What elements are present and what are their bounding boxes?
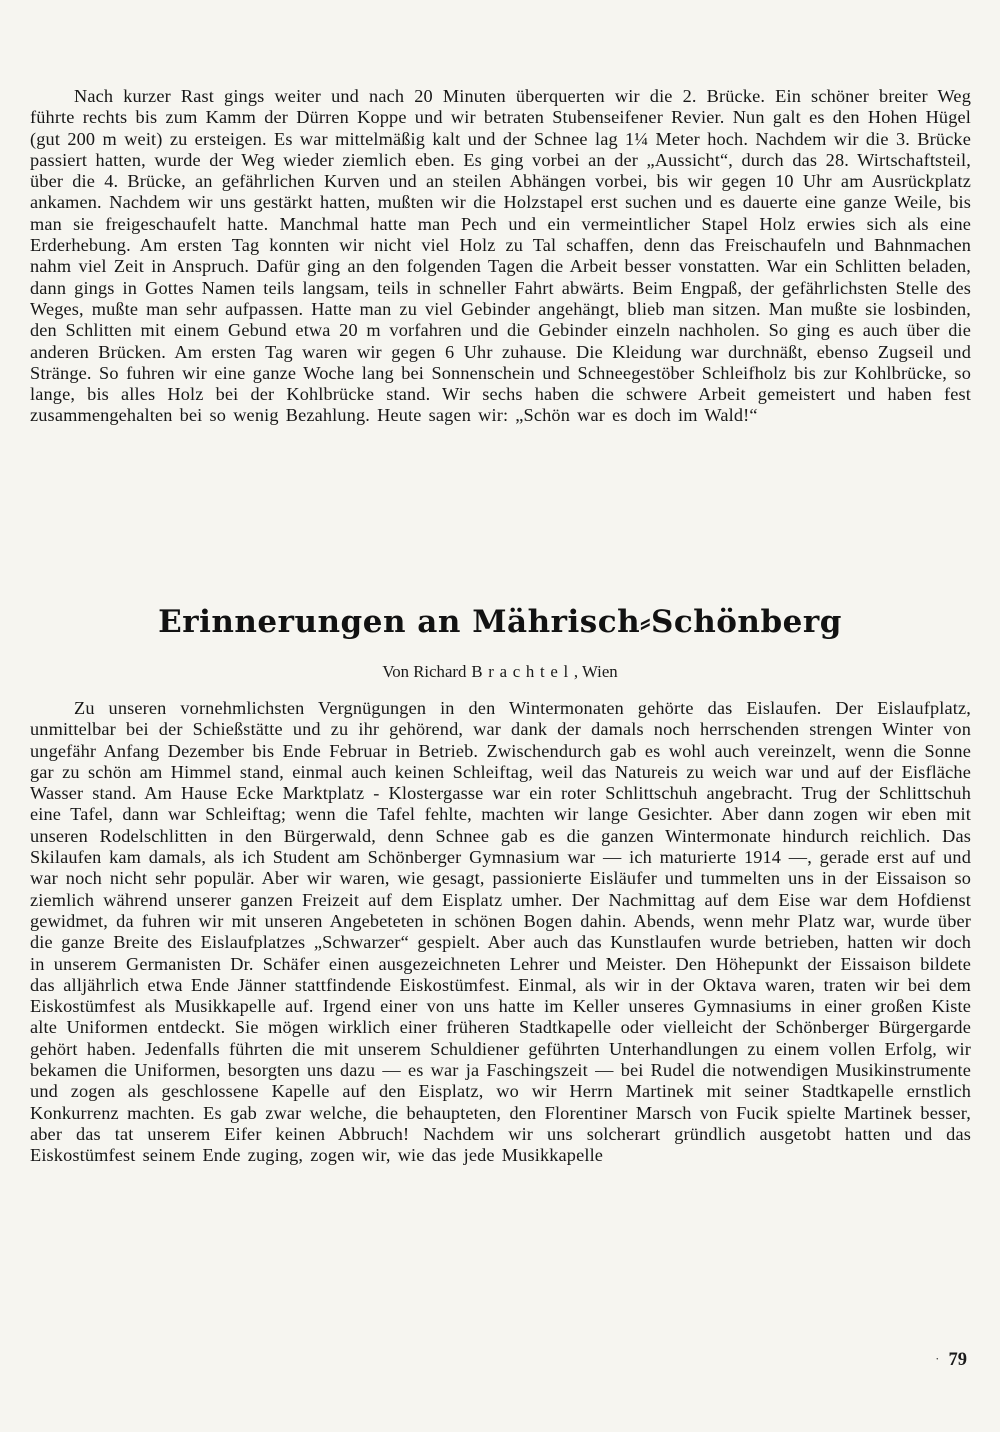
previous-article-paragraph: Nach kurzer Rast gings weiter und nach 20 Minuten überquerten wir die 2. Brücke. Ein schöner breiter Weg führte rechts bis zum Kamm der Dürren Koppe und wir betraten Stubenseifener Revier. Nun galt es den Hohen Hügel (gut 200 m weit) zu ersteigen. Es war mittelmäßig kalt und der Schnee lag 1¼ Meter hoch. Nachdem wir die 3. Brücke passiert hatten, wurde der Weg wieder ziemlich eben. Es ging vorbei an der „Aussicht“, durch das 28. Wirtschaftsteil, über die 4. Brücke, an gefährlichen Kurven und an steilen Abhängen vorbei, bis wir gegen 10 Uhr am Ausrückplatz ankamen. Nachdem wir uns gestärkt hatten, mußten wir die Holzstapel erst suchen und es dauerte eine ganze Weile, bis man sie freigeschaufelt hatte. Manchmal hatte man Pech und ein vermeintlicher Stapel Holz erwies sich als eine Erderhebung. Am ersten Tag konnten wir nicht viel Holz zu Tal schaffen, denn das Freischaufeln und Bahnmachen nahm viel Zeit in Anspruch. Dafür ging an den folgenden Tagen die Arbeit besser vonstatten. War ein Schlitten beladen, dann gings in Gottes Namen teils langsam, teils in schneller Fahrt abwärts. Beim Engpaß, der gefährlichsten Stelle des Weges, mußte man sehr aufpassen. Hatte man zu viel Gebinder angehängt, blieb man sitzen. Man mußte sie losbinden, den Schlitten mit einem Gebund etwa 20 m vorfahren und die Gebinder einzeln nachholen. So ging es auch über die anderen Brücken. Am ersten Tag waren wir gegen 6 Uhr zuhause. Die Kleidung war durchnäßt, ebenso Zugseil und Stränge. So fuhren wir eine ganze Woche lang bei Sonnenschein und Schneegestöber Schleifholz bis zur Kohlbrücke, so lange, bis alles Holz bei der Kohlbrücke stand. Wir sechs haben die schwere Arbeit gemeistert und haben fest zusammengehalten bei so wenig Bezahlung. Heute sagen wir: „Schön war es doch im Wald!“ [30,86,971,426]
byline-suffix: , Wien [573,662,618,681]
article-title: Erinnerungen an Mährisch⸗Schönberg [158,604,842,640]
byline-author-name: Brachtel [471,662,574,681]
article-paragraph: Zu unseren vornehmlichsten Vergnügungen in den Wintermonaten gehörte das Eislaufen. Der Eislaufplatz, unmittelbar bei der Schießstätte und zu ihr gehörend, war dank der damals noch herrschenden strengen Winter von ungefähr Anfang Dezember bis Ende Februar in Betrieb. Zwischendurch gab es wohl auch vereinzelt, wenn die Sonne gar zu schön am Himmel stand, einmal auch keinen Schleiftag, weil das Natureis zu weich war und auf der Eisfläche Wasser stand. Am Hause Ecke Marktplatz - Klostergasse war ein roter Schlittschuh angebracht. Trug der Schlittschuh eine Tafel, dann war Schleiftag; wenn die Tafel fehlte, machten wir lange Gesichter. Aber dann zogen wir eben mit unseren Rodelschlitten in den Bürgerwald, denn Schnee gab es die ganzen Wintermonate hindurch reichlich. Das Skilaufen kam damals, als ich Student am Schönberger Gymnasium war — ich maturierte 1914 —, gerade erst auf und war noch nicht sehr populär. Aber wir waren, wie gesagt, passionierte Eisläufer und tummelten uns in der Eissaison so ziemlich während unserer ganzen Freizeit auf dem Eisplatz umher. Der Nachmittag auf dem Eise war dem Hofdienst gewidmet, da fuhren wir mit unseren Angebeteten in schönen Bogen dahin. Abends, wenn mehr Platz war, wurde über die ganze Breite des Eislaufplatzes „Schwarzer“ gespielt. Aber auch das Kunstlaufen wurde betrieben, hatten wir doch in unserem Germanisten Dr. Schäfer einen ausgezeichneten Lehrer und Meister. Den Höhepunkt der Eissaison bildete das alljährlich etwa Ende Jänner stattfindende Eiskostümfest. Einmal, als wir in der Oktava waren, traten wir bei dem Eiskostümfest als Musikkapelle auf. Irgend einer von uns hatte im Keller unseres Gymnasiums in einer großen Kiste alte Uniformen entdeckt. Sie mögen wirklich einer früheren Stadtkapelle oder vielleicht der Schönberger Bürgergarde gehört haben. Jedenfalls führten die mit unserem Schuldiener geführten Unterhandlungen zu einem vollen Erfolg, wir bekamen die Uniformen, besorgten uns dazu — es war ja Faschingszeit — bei Rudel die notwendigen Musikinstrumente und zogen als geschlossene Kapelle auf den Eisplatz, wo wir Herrn Martinek mit seiner Stadtkapelle ernstlich Konkurrenz machten. Es gab zwar welche, die behaupteten, den Florentiner Marsch von Fucik spielte Martinek besser, aber das tat unserem Eifer keinen Abbruch! Nachdem wir uns solcherart gründlich ausgetobt hatten und das Eiskostümfest seinem Ende zuging, zogen wir, wie das jede Musikkapelle [30,698,971,1166]
page-number-marker: · [935,1351,940,1366]
byline [0,662,1000,682]
page-number-value: 79 [948,1350,967,1370]
page-number [935,1350,967,1371]
byline-prefix: Von Richard [382,662,467,681]
